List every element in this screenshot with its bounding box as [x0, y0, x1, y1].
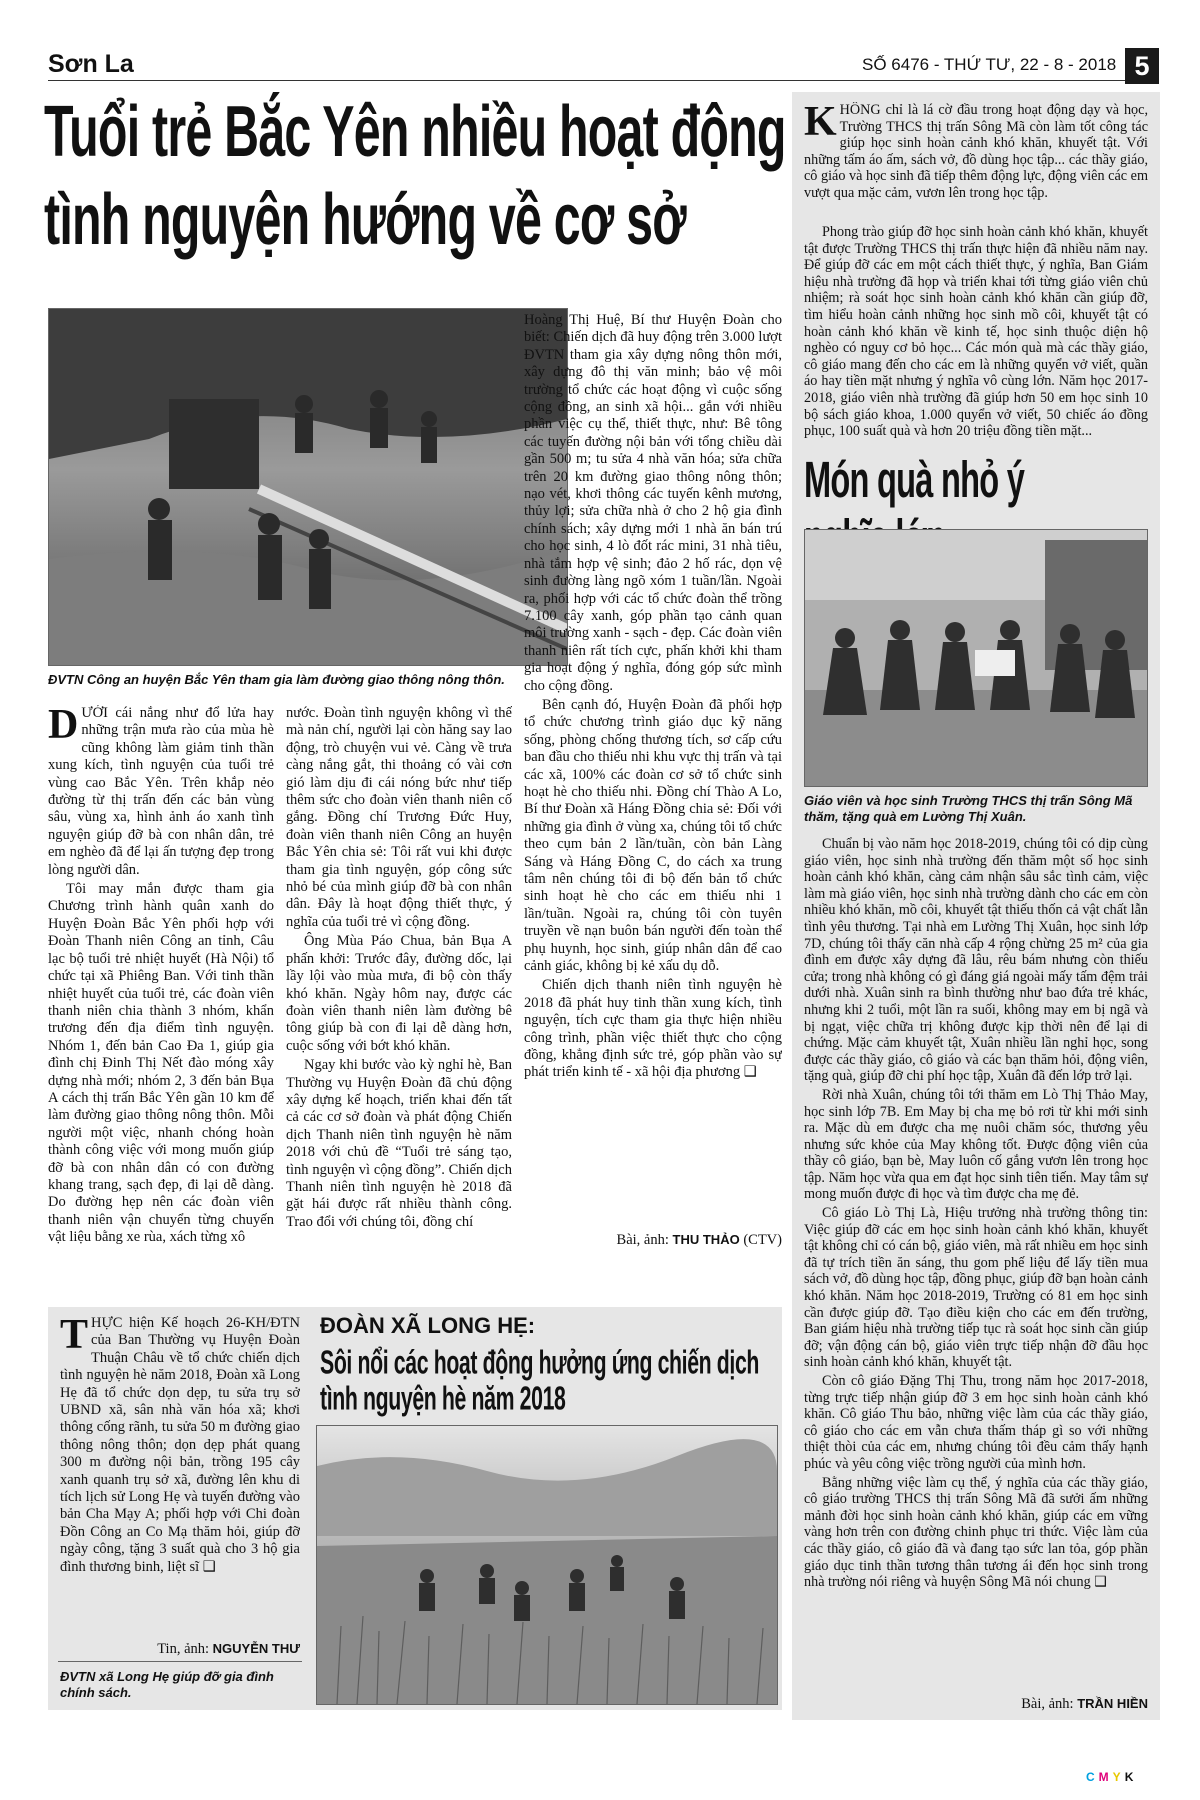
article2-paragraph: HỰC hiện Kế hoạch 26-KH/ĐTN của Ban Thường vụ Huyện Đoàn Thuận Châu về tổ chức chiến dịch tình nguyện hè năm 2018, Đoàn xã Long Hẹ đã tổ chức dọn dẹp, tu sửa trụ sở UBND xã, sân nhà văn hóa xã; khơi thông cống rãnh, tu sửa 50 m đường giao thông nông thôn; dọn dẹp phát quang 300 m đường nội bản, trồng 195 cây xanh quanh trụ sở xã, đường lên khu di tích lịch sử Long Hẹ và tuyến đường vào bản Cha Mạy A; phối hợp với Chi đoàn Đồn Công an Co Mạ thăm hỏi, giúp đỡ ngày công, tặng 3 suất quà cho 3 hộ gia đình thương binh, liệt sĩ ❑ — [60, 1315, 300, 1575]
article2-byline — [60, 1641, 300, 1658]
article3-dropcap: K — [804, 102, 837, 145]
byline-author: TRẦN HIỀN — [1077, 1696, 1148, 1711]
article1-dropcap: D — [48, 705, 79, 748]
article1-paragraph: Tôi may mắn được tham gia Chương trình hành quân xanh do Huyện Đoàn Bắc Yên phối hợp với Đoàn Thanh niên Công an tỉnh, Câu lạc bộ tuổi trẻ nhiệt huyết (Hà Nội) tổ chức tại xã Phiêng Ban. Với tinh thần nhiệt huyết của tuổi trẻ, các đoàn viên thanh niên chia thành 3 nhóm, khẩn trương đến địa điểm tình nguyện. Nhóm 1, đến bản Cao Đa 1, giúp gia đình chị Đinh Thị Nết đào móng xây dựng nhà mới; nhóm 2, 3 đến bản Bụa A cách thị trấn Bắc Yên gần 10 km để làm đường giao thông nông thôn. Mỗi người một việc, nhanh chóng hoàn thành công việc với mong muốn giúp đỡ bà con nhân dân có con đường khang trang, sạch đẹp, đi lại dễ dàng. Do đường hẹp nên các đoàn viên thanh niên vận chuyển từng chuyến vật liệu bằng xe rùa, xách từng xô — [48, 881, 274, 1245]
byline-prefix: Bài, ảnh: — [1021, 1696, 1074, 1712]
article1-paragraph: nước. Đoàn tình nguyện không vì thế mà nản chí, người lại còn hăng say lao động, trò chuyện vui vẻ. Càng về trưa càng nắng gắt, thi thoảng có vài cơn gió làm dịu đi cái nóng bức như tiếp thêm sức cho đoàn viên thanh niên cố gắng. Đồng chí Trương Đức Huy, đoàn viên thanh niên Công an huyện Bắc Yên chia sẻ: Tôi rất vui khi được tham gia tình nguyện, góp công sức nhỏ bé của mình giúp đỡ bà con nhân dân. Đây là hoạt động thiết thực, ý nghĩa của tuổi trẻ vì cộng đồng. — [286, 705, 512, 930]
article3-photo — [804, 529, 1148, 787]
article1-paragraph: Chiến dịch thanh niên tình nguyện hè 2018 đã phát huy tinh thần xung kích, tình nguyện, tích cực tham gia thực hiện nhiều công trình, phần việc thiết thực cho cộng đồng, khẳng định sức trẻ, góp phần vào sự phát triển kinh tế - xã hội địa phương ❑ — [524, 977, 782, 1081]
article2-title-line1: Sôi nổi các hoạt động hưởng ứng chiến dịch — [320, 1344, 760, 1381]
article1-paragraph: ƯỚI cái nắng như đổ lửa hay những trận mưa rào của mùa hè cũng không làm giảm tinh thần xung kích, tình nguyện của tuổi trẻ vùng cao Bắc Yên. Trên khắp nẻo đường từ thị trấn đến các bản vùng sâu, vùng xa, hình ảnh áo xanh tình nguyện giúp đỡ bà con nhân dân, trẻ em nghèo đã để lại ấn tượng đẹp trong lòng người dân. — [48, 705, 274, 878]
article3-intro2 — [804, 224, 1148, 442]
cmyk-mark: CMYK — [1086, 1770, 1138, 1784]
byline-suffix: (CTV) — [743, 1232, 782, 1248]
article1-paragraph: Ông Mùa Páo Chua, bản Bụa A phấn khởi: Trước đây, đường dốc, lại lầy lội vào mùa mưa, đi bộ còn thấy khó khăn. Ngày hôm nay, được các đoàn viên thanh niên làm đường bê tông giúp bà con đi lại dễ dàng hơn, cuộc sống với bớt khó khăn. — [286, 933, 512, 1054]
article1-paragraph: Bên cạnh đó, Huyện Đoàn đã phối hợp tổ chức chương trình giáo dục kỹ năng sống, phòng chống thương tích, sơ cấp cứu ban đầu cho thiếu nhi khu vực thị trấn và tại các xã, 100% các đoàn cơ sở tổ chức sinh hoạt hè cho thiếu nhi. Đồng chí Thào A Lo, Bí thư Đoàn xã Háng Đồng chia sẻ: Đối với những gia đình ở vùng xa, chúng tôi tổ chức theo cụm bản 2 lần/tuần, còn bản Làng Sáng và Háng Đồng C, do cách xa trung tâm nên chúng tôi đi bộ đến bản tổ chức sinh hoạt hè cho các em thiếu nhi 1 lần/tuần. Ngoài ra, chúng tôi còn tuyên truyền về nạn buôn bán người đến toàn thể phụ huynh, học sinh, giúp nhân dân để cao cảnh giác, không bị kẻ xấu dụ dỗ. — [524, 696, 782, 975]
article2-kicker: ĐOÀN XÃ LONG HẸ: — [320, 1313, 536, 1338]
article3-intro — [804, 102, 1148, 222]
article2-title-line2: tình nguyện hè năm 2018 — [320, 1380, 566, 1417]
article3-paragraph: HÔNG chỉ là lá cờ đầu trong hoạt động dạy và học, Trường THCS thị trấn Sông Mã còn làm tốt công tác giúp học sinh hoàn cảnh khó khăn, khuyết tật. Với những tấm áo ấm, sách vở, đồ dùng học tập... các thầy giáo, cô giáo và học sinh đã tiếp thêm động lực, động viên các em vượt qua mặc cảm, vươn lên trong học tập. — [804, 102, 1148, 201]
article1-paragraph: Hoàng Thị Huệ, Bí thư Huyện Đoàn cho biết: Chiến dịch đã huy động trên 3.000 lượt ĐVTN tham gia xây dựng nông thôn mới, xây dựng đô thị văn minh; bảo vệ môi trường tổ chức các hoạt động vì cuộc sống cộng đồng, an sinh xã hội... gắn với nhiều phần việc cụ thể, thiết thực, như: Bê tông các tuyến đường nội bản với tổng chiều dài gần 500 m; tu sửa 4 nhà văn hóa; sửa chữa trên 20 km đường giao thông nông thôn; nạo vét, khơi thông các tuyến kênh mương, thủy lợi; sửa chữa nhà ở cho 2 hộ gia đình chính sách; xây dựng mới 1 nhà ăn bán trú cho học sinh, 4 lò đốt rác mini, 31 nhà tiêu, nhà tắm hợp vệ sinh; đảo 2 hố rác, dọn vệ sinh đường làng ngõ xóm 1 tuần/lần. Ngoài ra, phối hợp với các tổ chức đoàn thể trồng 7.100 cây xanh, góp phần tạo cảnh quan môi trường xanh - sạch - đẹp. Các đoàn viên thanh niên rất tích cực, phấn khởi khi tham gia hoạt động ý nghĩa, đóng góp sức mình cho cộng đồng. — [524, 312, 782, 694]
page-number: 5 — [1125, 48, 1159, 84]
article2-dropcap: T — [60, 1315, 89, 1358]
article3-paragraph: Còn cô giáo Đặng Thị Thu, trong năm học 2017-2018, từng trực tiếp nhận giúp đỡ 3 em học sinh hoàn cảnh khó khăn. Cô giáo Thu bảo, những việc làm của các thầy giáo, cô giáo cho các em vẫn chưa thấm tháp gì so với những thiệt thòi của các em, nhưng chúng tôi đều cảm thấy hạnh phúc và yêu công việc trồng người của mình hơn. — [804, 1373, 1148, 1472]
article3-byline — [804, 1696, 1148, 1713]
issue-info: SỐ 6476 - THỨ TƯ, 22 - 8 - 2018 — [862, 55, 1117, 74]
article3-paragraph: Rời nhà Xuân, chúng tôi tới thăm em Lò Thị Thảo May, học sinh lớp 7B. Em May bị cha mẹ bỏ rơi từ khi mới sinh ra. Mặc dù em được cha mẹ nuôi chăm sóc, thương yêu nhưng sức khỏe của May không tốt. Được động viên của thầy cô giáo, bạn bè, May luôn cố gắng vươn lên trong học tập. Năm học vừa qua em đạt học sinh tiên tiến. May tâm sự mong muốn được đi học và tìm được cha mẹ đẻ. — [804, 1086, 1148, 1203]
article1-title-line1: Tuổi trẻ Bắc Yên nhiều hoạt động — [44, 92, 786, 173]
byline-prefix: Bài, ảnh: — [616, 1232, 669, 1248]
article3-box — [792, 92, 1160, 1720]
article3-body — [804, 836, 1148, 1694]
article1-photo — [48, 308, 568, 666]
article1-photo-caption: ĐVTN Công an huyện Bắc Yên tham gia làm đường giao thông nông thôn. — [48, 672, 505, 687]
article1-paragraph: Ngay khi bước vào kỳ nghỉ hè, Ban Thường vụ Huyện Đoàn đã chủ động xây dựng kế hoạch, triển khai đến tất cả các cơ sở đoàn và phát động Chiến dịch Thanh niên tình nguyện hè năm 2018 với chủ đề “Tuổi trẻ sáng tạo, tình nguyện vì cộng đồng”. Chiến dịch Thanh niên tình nguyện hè 2018 đã gặt hái được rất nhiều thành công. Trao đổi với chúng tôi, đồng chí — [286, 1057, 512, 1230]
article2-photo — [316, 1425, 778, 1705]
article3-paragraph: Cô giáo Lò Thị Là, Hiệu trưởng nhà trường thông tin: Việc giúp đỡ các em học sinh hoàn cảnh khó khăn, khuyết tật không chỉ có cán bộ, giáo viên, mà rất nhiều em học sinh đã tự trích tiền ăn sáng, thu gom phế liệu để lấy tiền mua sách vở, đồ dùng học tập, đồng phục, giúp đỡ bạn hoàn cảnh khó khăn. Năm học 2018-2019, Trường có 81 em học sinh cần được giúp đỡ. Tạo điều kiện cho các em đến trường, Ban giám hiệu nhà trường tiếp tục rà soát học sinh cần giúp đỡ; vận động cán bộ, giáo viên trực tiếp nhận đỡ đầu học sinh hoàn cảnh khó khăn, khuyết tật. — [804, 1205, 1148, 1371]
article2-caption-rule — [58, 1661, 302, 1662]
byline-author: THU THẢO — [672, 1232, 740, 1247]
article3-title: Món quà nhỏ ý — [804, 452, 1025, 509]
article1-title-line2: tình nguyện hướng về cơ sở — [44, 180, 686, 261]
article2-text — [60, 1315, 300, 1640]
article1-column-2 — [286, 705, 512, 1245]
article1-column-3 — [524, 312, 782, 1230]
article3-paragraph: Phong trào giúp đỡ học sinh hoàn cảnh khó khăn, khuyết tật được Trường THCS thị trấn thực hiện đã nhiều năm nay. Để giúp đỡ các em một cách thiết thực, ý nghĩa, Ban Giám hiệu nhà trường đã họp và triển khai tới từng giáo viên chủ nhiệm; rà soát học sinh hoàn cảnh khó khăn cần giúp đỡ, tìm hiểu hoàn cảnh những học sinh mồ côi, khuyết tật có hoàn cảnh khó khăn về kinh tế, học sinh thuộc diện hộ nghèo có nguy cơ bỏ học... Các món quà mà các thầy giáo, cô giáo mang đến cho các em là những quyển vở viết, quần áo hay tiền mặt nhưng ý nghĩa vô cùng lớn. Năm học 2017-2018, giáo viên nhà trường đã giúp hơn 50 em học sinh 10 bộ sách giáo khoa, 1.000 quyển vở viết, 50 chiếc áo đồng phục, 100 suất quà và hơn 20 triệu đồng tiền mặt... — [804, 224, 1148, 440]
article3-photo-caption: Giáo viên và học sinh Trường THCS thị trấn Sông Mã thăm, tặng quà em Lường Thị Xuân. — [804, 793, 1133, 824]
article1-byline — [524, 1232, 782, 1249]
byline-author: NGUYỄN THƯ — [212, 1641, 300, 1656]
article3-paragraph: Bằng những việc làm cụ thể, ý nghĩa của các thầy giáo, cô giáo trường THCS thị trấn Sông Mã đã sưởi ấm những mảnh đời học sinh hoàn cảnh khó khăn, giúp các em vững vàng hơn trên con đường chinh phục tri thức. Việc làm của các thầy giáo, cô giáo đã và đang tạo sức lan tỏa, góp phần giáo dục tinh thần tương thân tương ái đến học sinh trong nhà trường nói riêng và huyện Sông Mã nói chung ❑ — [804, 1474, 1148, 1591]
byline-prefix: Tin, ảnh: — [157, 1641, 210, 1657]
section-name: Sơn La — [48, 50, 134, 78]
article2-photo-caption: ĐVTN xã Long Hẹ giúp đỡ gia đình chính sách. — [60, 1669, 274, 1700]
article3-paragraph: Chuẩn bị vào năm học 2018-2019, chúng tôi có dịp cùng giáo viên, học sinh nhà trường đến thăm một số học sinh hoàn cảnh khó khăn, càng cảm nhận sâu sắc tình cảm, việc làm mà giáo viên, học sinh nhà trường dành cho các em còn nhiều khó khăn, mồ côi, khuyết tật thiếu thốn cả vật chất lẫn tình yêu thương. Tại nhà em Lường Thị Xuân, học sinh lớp 7D, chúng tôi thấy căn nhà cấp 4 rộng chừng 25 m² của gia đình em được xây dựng đã lâu, rêu bám nhưng còn thiếu cửa; trong nhà không có gì đáng giá ngoài mấy tấm đệm trải dưới nhà. Xuân sinh ra bình thường như bao đứa trẻ khác, nhưng khi 2 tuổi, một lần ra suối, không may em bị ngã và bị ngạt, việc chữa trị không được kịp thời nên để lại di chứng. Mặc cảm khuyết tật, Xuân nhiều lần nghỉ học, song được các thầy giáo, cô giáo và các bạn thăm hỏi, động viên, tặng quà, giúp đỡ chi phí học tập, Xuân đã đến lớp trở lại. — [804, 836, 1148, 1085]
article1-column-1 — [48, 705, 274, 1245]
header-rule — [48, 80, 1128, 81]
